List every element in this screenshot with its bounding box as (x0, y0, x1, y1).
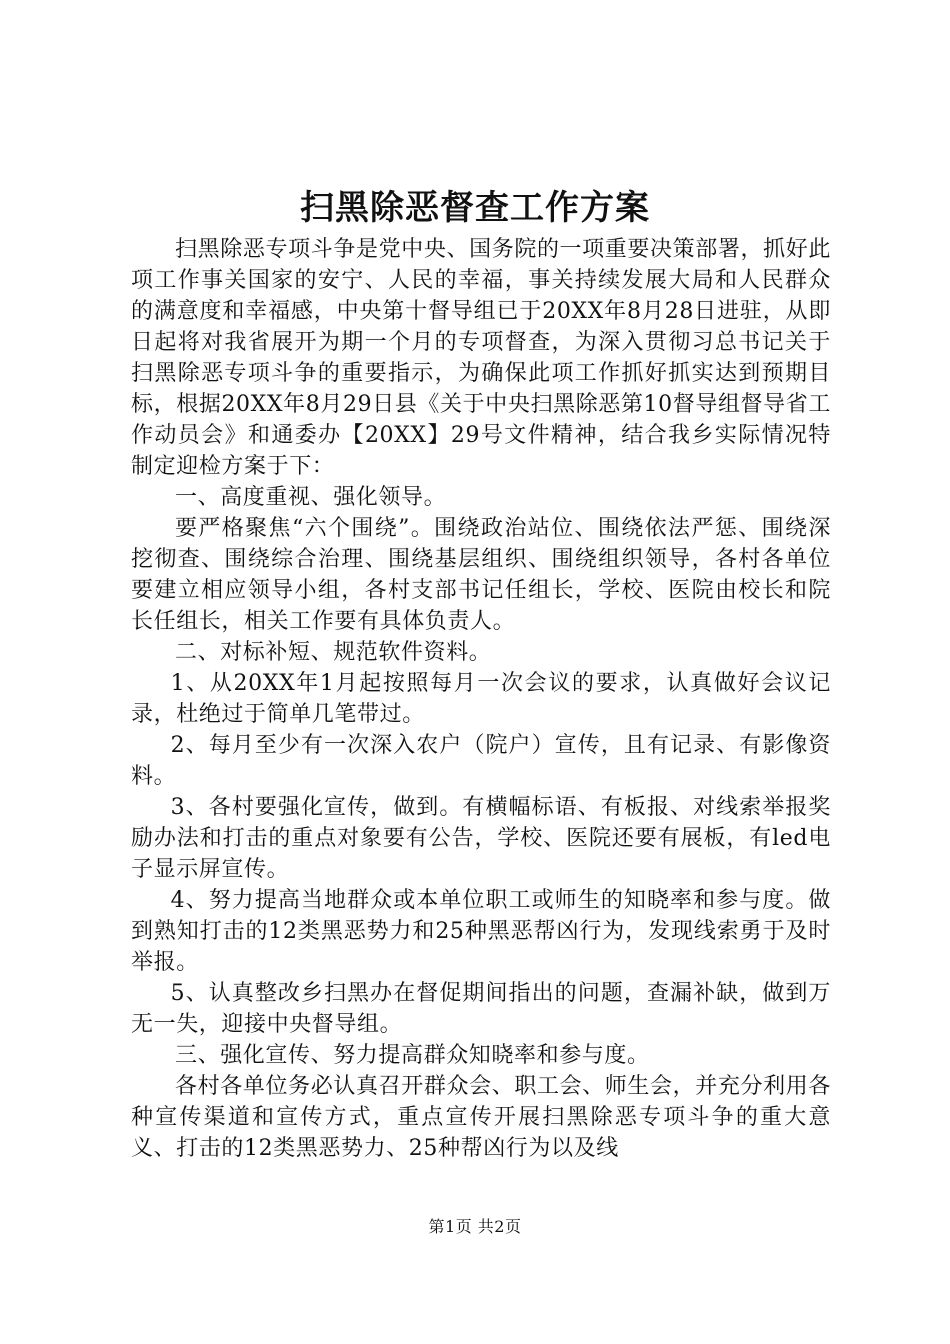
document-body (131, 234, 831, 1164)
paragraph-section-3: 各村各单位务必认真召开群众会、职工会、师生会，并充分利用各种宣传渠道和宣传方式，重点宣传开展扫黑除恶专项斗争的重大意义、打击的12类黑恶势力、25种帮凶行为以及线 (131, 1074, 831, 1161)
section-heading-2: 二、对标补短、规范软件资料。 (175, 640, 492, 665)
paragraph-intro: 扫黑除恶专项斗争是党中央、国务院的一项重要决策部署，抓好此项工作事关国家的安宁、人民的幸福，事关持续发展大局和人民群众的满意度和幸福感，中央第十督导组已于20XX年8月28日进驻，从即日起将对我省展开为期一个月的专项督查，为深入贯彻习总书记关于扫黑除恶专项斗争的重要指示，为确保此项工作抓好抓实达到预期目标，根据20XX年8月29日县《关于中央扫黑除恶第10督导组督导省工作动员会》和通委办【20XX】29号文件精神，结合我乡实际情况特制定迎检方案于下： (131, 237, 831, 479)
document-title: 扫黑除恶督查工作方案 (300, 188, 650, 228)
section-heading-3: 三、强化宣传、努力提高群众知晓率和参与度。 (175, 1043, 650, 1068)
list-item-4: 4、努力提高当地群众或本单位职工或师生的知晓率和参与度。做到熟知打击的12类黑恶势力和25种黑恶帮凶行为，发现线索勇于及时举报。 (131, 888, 831, 975)
page-footer: 第1页 共2页 (428, 1217, 522, 1236)
list-item-5: 5、认真整改乡扫黑办在督促期间指出的问题，查漏补缺，做到万无一失，迎接中央督导组。 (131, 981, 831, 1037)
list-item-2: 2、每月至少有一次深入农户（院户）宣传，且有记录、有影像资料。 (131, 733, 831, 789)
list-item-3: 3、各村要强化宣传，做到。有横幅标语、有板报、对线索举报奖励办法和打击的重点对象要有公告，学校、医院还要有展板，有led电子显示屏宣传。 (131, 795, 831, 882)
list-item-1: 1、从20XX年1月起按照每月一次会议的要求，认真做好会议记录，杜绝过于简单几笔带过。 (131, 671, 831, 727)
paragraph-section-1: 要严格聚焦“六个围绕”。围绕政治站位、围绕依法严惩、围绕深挖彻查、围绕综合治理、围绕基层组织、围绕组织领导，各村各单位要建立相应领导小组，各村支部书记任组长，学校、医院由校长和院长任组长，相关工作要有具体负责人。 (131, 516, 831, 634)
section-heading-1: 一、高度重视、强化领导。 (175, 485, 447, 510)
